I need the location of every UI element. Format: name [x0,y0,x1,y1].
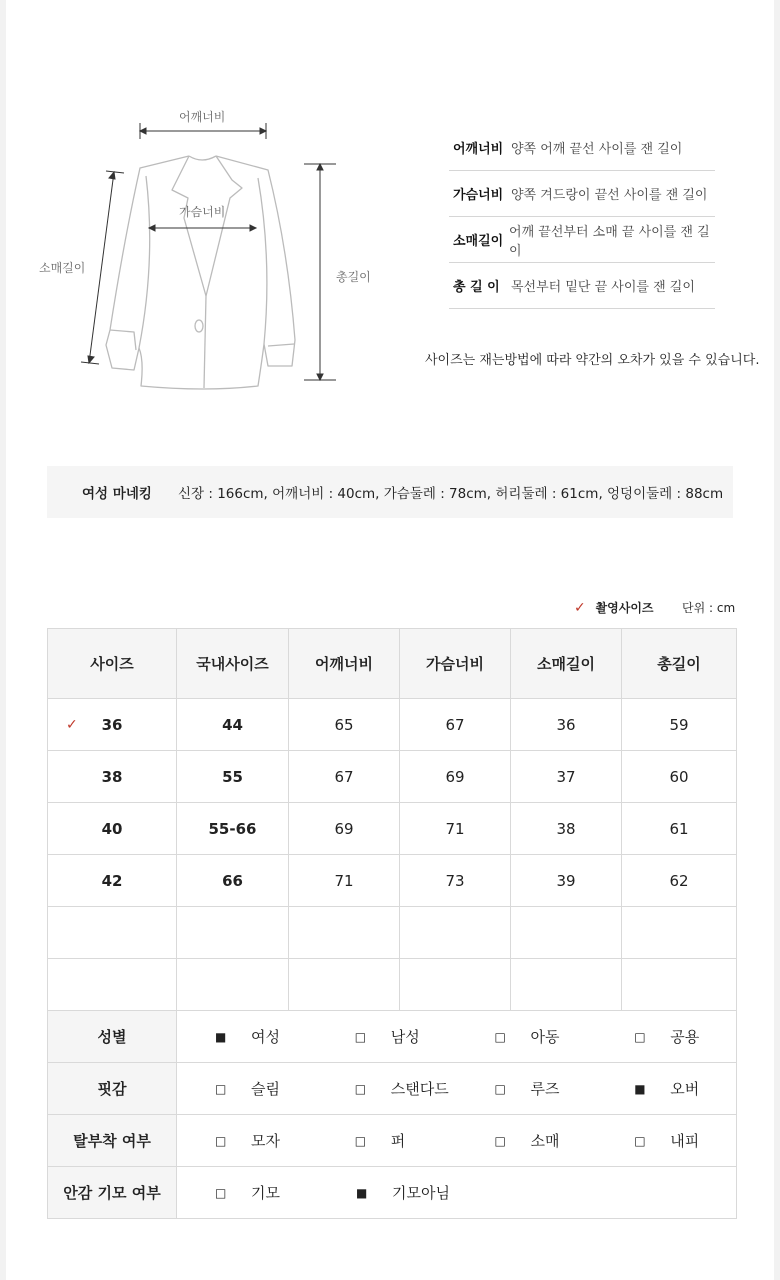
definition-term: 가슴너비 [453,188,504,203]
table-cell: 71 [289,855,400,907]
table-cell: 44 [177,699,289,751]
table-cell: 37 [511,751,622,803]
option-female: ■ 여성 [177,1026,317,1047]
table-cell: 38 [48,751,177,803]
option-unisex: □ 공용 [596,1026,736,1047]
table-cell: 65 [289,699,400,751]
unit-label: 단위 : cm [682,601,736,615]
table-cell: 73 [400,855,511,907]
table-cell: 67 [289,751,400,803]
definition-desc: 양쪽 어깨 끝선 사이를 잰 길이 [511,142,683,157]
definition-term: 소매길이 [453,234,504,249]
empty-square-icon: □ [634,1029,646,1044]
table-row [48,751,737,803]
definition-row [449,217,715,263]
chest-label: 가슴너비 [179,205,226,219]
table-cell: 66 [177,855,289,907]
column-header: 국내사이즈 [177,629,289,699]
table-row [48,803,737,855]
table-row [48,855,737,907]
option-no-fleece: ■ 기모아님 [318,1182,459,1203]
empty-square-icon: □ [634,1133,646,1148]
definition-desc: 양쪽 겨드랑이 끝선 사이를 잰 길이 [511,188,708,203]
definition-row [449,125,715,171]
size-guide-page [6,0,774,1280]
empty-square-icon: □ [354,1133,367,1148]
definition-term: 어깨너비 [453,142,504,157]
empty-row [48,959,737,1011]
table-cell: 69 [400,751,511,803]
table-row [48,699,737,751]
option-slim: □ 슬림 [177,1078,317,1099]
table-cell: 69 [289,803,400,855]
table-header-row [48,629,737,699]
attribute-row-fit [48,1063,737,1115]
table-cell: 42 [48,855,177,907]
definition-desc: 목선부터 밑단 끝 사이를 잰 길이 [511,280,695,295]
column-header: 가슴너비 [400,629,511,699]
option-loose: □ 루즈 [457,1078,597,1099]
empty-square-icon: □ [215,1185,227,1200]
table-cell: 67 [400,699,511,751]
model-measurements: 신장 : 166cm, 어깨너비 : 40cm, 가슴둘레 : 78cm, 허리둘레 : 61cm, 엉덩이둘레 : 88cm [178,486,724,502]
check-icon: ✓ [66,716,78,733]
option-male: □ 남성 [317,1026,457,1047]
attribute-row-gender [48,1011,737,1063]
size-value: 36 [101,715,123,734]
table-cell: 36 [511,699,622,751]
table-cell: 59 [622,699,737,751]
measurement-definitions [449,125,715,309]
table-cell: 61 [622,803,737,855]
empty-square-icon: □ [494,1133,506,1148]
column-header: 사이즈 [48,629,177,699]
empty-square-icon: □ [215,1133,227,1148]
check-icon: ✓ [574,600,586,616]
shoulder-label: 어깨너비 [179,110,226,124]
table-cell: 62 [622,855,737,907]
option-hood: □ 모자 [177,1130,317,1151]
size-cell [48,699,177,751]
option-liner: □ 내피 [596,1130,736,1151]
option-fleece: □ 기모 [177,1182,318,1203]
table-cell: 60 [622,751,737,803]
table-cell: 39 [511,855,622,907]
empty-square-icon: □ [354,1081,367,1096]
option-fur: □ 퍼 [317,1130,457,1151]
definition-term: 총 길 이 [453,280,500,295]
model-info-bar [47,466,733,518]
option-kids: □ 아동 [457,1026,597,1047]
table-cell: 55-66 [177,803,289,855]
model-label: 여성 마네킹 [82,486,152,502]
size-table [47,628,737,1219]
photo-size-legend [574,599,654,616]
filled-square-icon: ■ [215,1029,227,1044]
column-header: 총길이 [622,629,737,699]
definition-row [449,171,715,217]
measurement-note: 사이즈는 재는방법에 따라 약간의 오차가 있을 수 있습니다. [425,353,760,368]
option-sleeve: □ 소매 [457,1130,597,1151]
empty-square-icon: □ [354,1029,367,1044]
photo-size-label: 촬영사이즈 [595,601,654,615]
option-standard: □ 스탠다드 [317,1078,457,1099]
attribute-label: 안감 기모 여부 [48,1167,177,1219]
attribute-row-detachable [48,1115,737,1167]
attribute-label: 탈부착 여부 [48,1115,177,1167]
filled-square-icon: ■ [634,1081,646,1096]
option-over: ■ 오버 [596,1078,736,1099]
empty-square-icon: □ [494,1029,506,1044]
column-header: 어깨너비 [289,629,400,699]
length-label: 총길이 [336,270,371,284]
table-cell: 71 [400,803,511,855]
definition-desc: 어깨 끝선부터 소매 끝 사이를 잰 길이 [509,224,710,259]
column-header: 소매길이 [511,629,622,699]
empty-row [48,907,737,959]
table-cell: 40 [48,803,177,855]
attribute-label: 핏감 [48,1063,177,1115]
empty-square-icon: □ [494,1081,506,1096]
table-cell: 38 [511,803,622,855]
definition-row [449,263,715,309]
table-cell: 55 [177,751,289,803]
filled-square-icon: ■ [356,1185,368,1200]
attribute-label: 성별 [48,1011,177,1063]
empty-square-icon: □ [215,1081,227,1096]
attribute-row-fleece [48,1167,737,1219]
sleeve-label: 소매길이 [39,261,86,275]
